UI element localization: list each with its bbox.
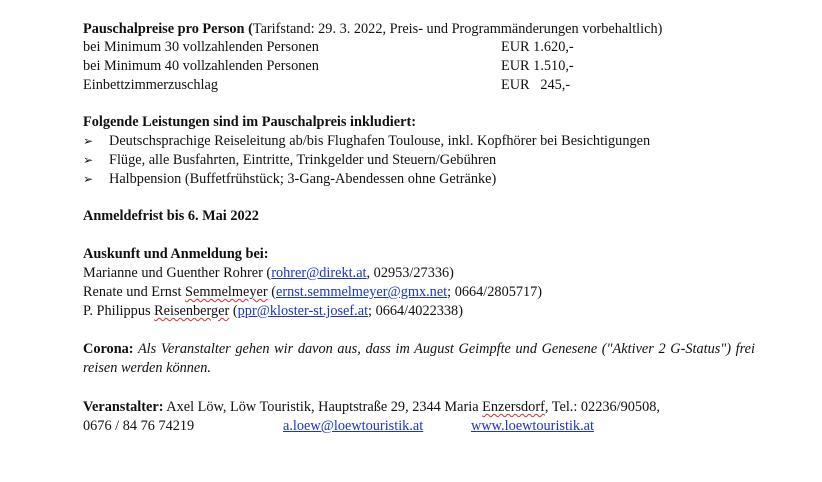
price-row-label: Einbettzimmerzuschlag <box>83 77 218 93</box>
contact-surname: Semmelmeyer <box>185 284 268 300</box>
services-heading: Folgende Leistungen sind im Pauschalpreis inkludiert: <box>83 114 416 130</box>
organizer-email-link[interactable]: a.loew@loewtouristik.at <box>283 418 424 434</box>
organizer-website-link[interactable]: www.loewtouristik.at <box>471 418 594 434</box>
price-row <box>83 38 319 56</box>
price-row-amount: EUR 245,- <box>501 77 571 93</box>
contact-phone: ; 0664/4022338) <box>368 303 463 319</box>
contact-person <box>83 283 542 301</box>
prices-heading-note: Tarifstand: 29. 3. 2022, Preis- und Programmänderungen vorbehaltlich) <box>252 21 663 37</box>
contact-heading: Auskunft und Anmeldung bei: <box>83 246 269 262</box>
corona-notice <box>83 340 755 378</box>
service-item: Halbpension (Buffetfrühstück; 3-Gang-Abendessen ohne Getränke) <box>109 171 497 187</box>
organizer-mobile: 0676 / 84 76 74219 <box>83 418 195 434</box>
arrow-bullet-icon: ➢ <box>83 172 94 186</box>
organizer-line <box>83 398 660 416</box>
service-item: Flüge, alle Busfahrten, Eintritte, Trinkgelder und Steuern/Gebühren <box>109 152 497 168</box>
contact-phone: , 02953/27336) <box>366 265 454 281</box>
arrow-bullet-icon: ➢ <box>83 153 94 167</box>
organizer-label: Veranstalter: <box>83 399 164 415</box>
contact-name: Renate und Ernst <box>83 284 186 300</box>
contact-phone: ; 0664/2805717) <box>447 284 543 300</box>
contact-surname: Reisenberger <box>154 303 230 319</box>
contact-email-link[interactable]: ppr@kloster-st.josef.at <box>237 303 369 319</box>
corona-label: Corona: <box>83 341 134 357</box>
contact-name-paren: ( <box>229 303 238 319</box>
contact-person <box>83 264 454 282</box>
contact-email-link[interactable]: rohrer@direkt.at <box>271 265 367 281</box>
corona-text: Als Veranstalter gehen wir davon aus, dass im August Geimpfte und Genesene ("Aktiver 2 G-Status") frei reisen werden können. <box>83 341 755 376</box>
contact-email-link[interactable]: ernst.semmelmeyer@gmx.net <box>275 284 448 300</box>
price-row-amount: EUR 1.620,- <box>501 39 574 55</box>
organizer-town: Enzersdorf <box>482 399 545 415</box>
price-row-amount: EUR 1.510,- <box>501 58 574 74</box>
arrow-bullet-icon: ➢ <box>83 134 94 148</box>
price-row-label: bei Minimum 40 vollzahlenden Personen <box>83 58 319 74</box>
price-row-label: bei Minimum 30 vollzahlenden Personen <box>83 39 319 55</box>
prices-heading-line <box>83 20 662 38</box>
price-row <box>83 57 319 75</box>
contact-name-paren: ( <box>267 284 276 300</box>
organizer-phone: , Tel.: 02236/90508, <box>544 399 660 415</box>
registration-deadline: Anmeldefrist bis 6. Mai 2022 <box>83 208 259 224</box>
contact-person <box>83 302 463 320</box>
price-row <box>83 76 218 94</box>
organizer-address: Axel Löw, Löw Touristik, Hauptstraße 29, 2344 Maria <box>163 399 483 415</box>
contact-name: Marianne und Guenther Rohrer ( <box>83 265 272 281</box>
contact-name: P. Philippus <box>83 303 155 319</box>
prices-heading: Pauschalpreise pro Person ( <box>83 21 253 37</box>
service-item: Deutschsprachige Reiseleitung ab/bis Flughafen Toulouse, inkl. Kopfhörer bei Besichtigungen <box>109 133 651 149</box>
